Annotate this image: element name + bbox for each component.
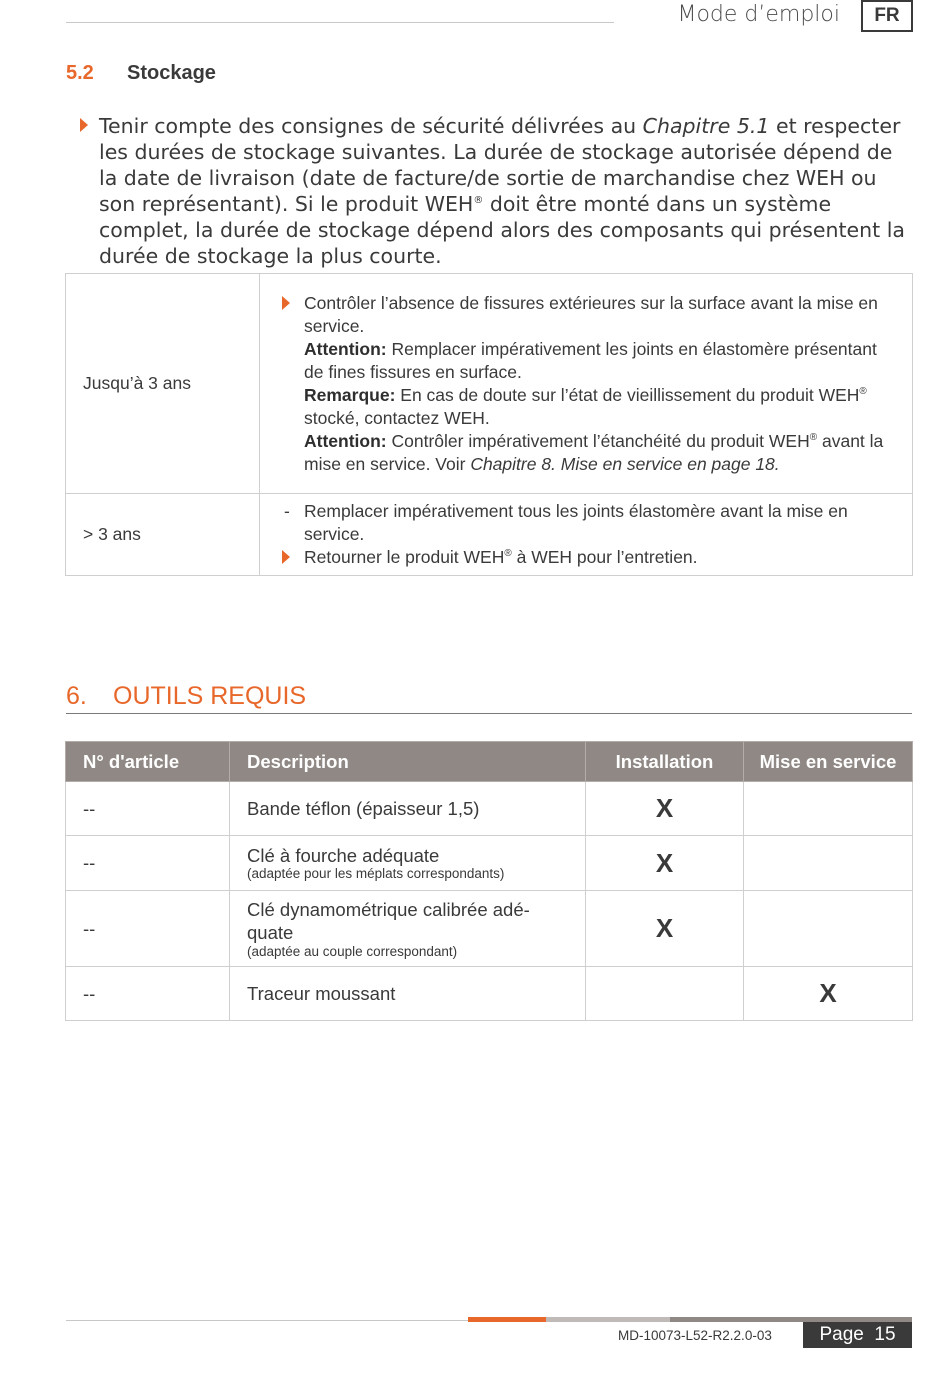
attention-note: Attention: Contrôler impérativement l’étanchéité du produit WEH® avant la mise en service. Voir Chapitre 8. Mise en service en page 18. xyxy=(304,430,884,474)
document-reference: MD-10073-L52-R2.2.0-03 xyxy=(618,1328,772,1343)
duration-label: > 3 ans xyxy=(66,494,260,576)
tool-note: (adaptée pour les méplats correspondants) xyxy=(247,865,505,881)
table-header-row xyxy=(66,742,913,782)
language-badge: FR xyxy=(861,0,913,32)
section-title: Stockage xyxy=(127,62,216,84)
page-number-badge: Page 15 xyxy=(803,1322,912,1348)
tool-description: Clé à fourche adéquate (adaptée pour les méplats correspondants) xyxy=(230,836,586,891)
article-number: -- xyxy=(66,782,230,836)
intro-paragraph: Tenir compte des consignes de sécurité délivrées au Chapitre 5.1 et respecter les durées de stockage suivantes. La durée de stockage autorisée dépend de la date de livraison (date de facture/de sortie de marchandise chez WEH ou son représentant). Si le produit WEH® doit être monté dans un système complet, la durée de stockage dépend alors des composants qui présentent la durée de stockage la plus courte. xyxy=(99,114,905,268)
document-type: Mode d’emploi xyxy=(677,2,840,27)
table-row xyxy=(66,967,913,1021)
footer-accent-bar xyxy=(468,1317,546,1322)
tools-table xyxy=(65,741,913,1021)
list-item: - Remplacer impérativement tous les joints élastomère avant la mise en service. xyxy=(284,501,848,544)
bullet-arrow-icon xyxy=(80,118,88,132)
article-number: -- xyxy=(66,836,230,891)
table-row xyxy=(66,836,913,891)
installation-mark: X xyxy=(586,891,744,967)
tool-description: Traceur moussant xyxy=(230,967,586,1021)
table-row xyxy=(66,891,913,967)
remark-note: Remarque: En cas de doute sur l’état de vieillissement du produit WEH® stocké, contactez WEH. xyxy=(304,384,867,428)
tool-description: Bande téflon (épaisseur 1,5) xyxy=(230,782,586,836)
service-mark xyxy=(744,891,913,967)
chapter-heading: 6. OUTILS REQUIS xyxy=(66,682,307,710)
service-mark: X xyxy=(744,967,913,1021)
duration-instructions xyxy=(260,494,913,576)
section-number: 5.2 xyxy=(66,62,94,84)
article-number: -- xyxy=(66,891,230,967)
footer-rule xyxy=(66,1320,469,1321)
footer-accent-bar xyxy=(546,1317,670,1322)
header-rule xyxy=(66,22,614,23)
column-header-article: N° d'article xyxy=(66,742,230,782)
service-mark xyxy=(744,782,913,836)
table-row xyxy=(66,494,913,576)
tool-note: (adaptée au couple correspondant) xyxy=(247,943,458,959)
bullet-arrow-icon xyxy=(282,296,290,310)
article-number: -- xyxy=(66,967,230,1021)
list-item: Retourner le produit WEH® à WEH pour l’entretien. xyxy=(304,546,892,569)
duration-instructions xyxy=(260,274,913,494)
installation-mark: X xyxy=(586,782,744,836)
storage-duration-table xyxy=(65,273,913,576)
bullet-arrow-icon xyxy=(282,550,290,564)
attention-note: Attention: Remplacer impérativement les joints en élastomère présentant de fines fissures en surface. xyxy=(304,338,877,382)
installation-mark: X xyxy=(586,836,744,891)
column-header-description: Description xyxy=(230,742,586,782)
chapter-reference-link[interactable]: Chapitre 5.1 xyxy=(642,114,770,138)
table-row xyxy=(66,782,913,836)
duration-label: Jusqu’à 3 ans xyxy=(66,274,260,494)
service-mark xyxy=(744,836,913,891)
chapter-reference-link[interactable]: Chapitre 8. Mise en service en page 18. xyxy=(470,453,780,474)
dash-bullet: - xyxy=(284,501,290,521)
column-header-installation: Installation xyxy=(586,742,744,782)
list-item: Contrôler l’absence de fissures extérieures sur la surface avant la mise en service. xyxy=(304,292,892,338)
installation-mark xyxy=(586,967,744,1021)
column-header-service: Mise en service xyxy=(744,742,913,782)
chapter-rule xyxy=(66,713,912,714)
tool-description: Clé dynamométrique calibrée adé-quate (adaptée au couple correspondant) xyxy=(230,891,586,967)
table-row xyxy=(66,274,913,494)
